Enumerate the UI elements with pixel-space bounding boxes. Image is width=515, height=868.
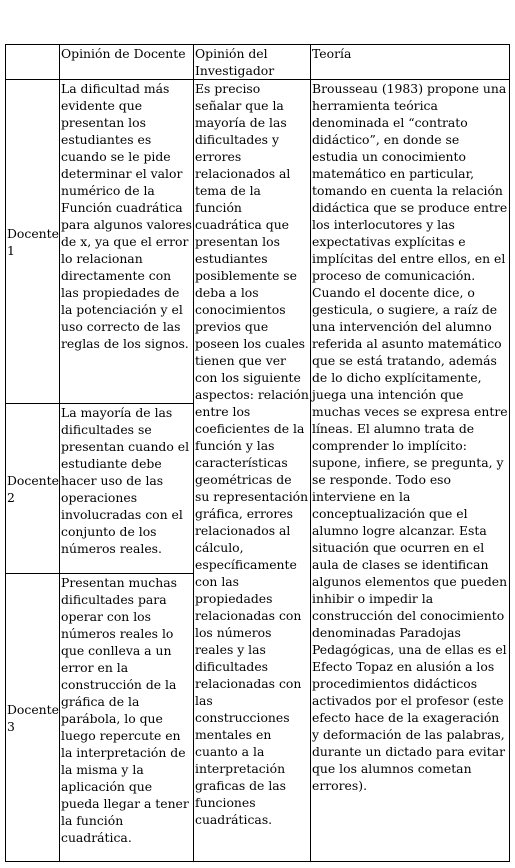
header-opinion-investigador: Opinión del Investigador <box>194 45 311 80</box>
row-label-docente-1: Docente 1 <box>6 80 60 404</box>
header-opinion-docente: Opinión de Docente <box>60 45 194 80</box>
header-empty-cell <box>6 45 60 80</box>
cell-docente-1-opinion: La dificultad más evidente que presentan los estudiantes es cuando se le pide determinar el valor numérico de la Función cuadrática para algunos valores de x, ya que el error lo relacionan directamente con las propiedades de la potenciación y el uso correcto de las reglas de los signos. <box>60 80 194 404</box>
row-label-docente-2: Docente 2 <box>6 404 60 574</box>
cell-docente-3-opinion: Presentan muchas dificultades para operar con los números reales lo que conlleva a un error en la construcción de la gráfica de la parábola, lo que luego repercute en la interpretación de la misma y la aplicación que pueda llegar a tener la función cuadrática. <box>60 574 194 862</box>
header-teoria: Teoría <box>311 45 510 80</box>
header-row <box>6 45 510 80</box>
cell-teoria: Brousseau (1983) propone una herramienta teórica denominada el “contrato didáctico”, en donde se estudia un conocimiento matemático en particular, tomando en cuenta la relación didáctica que se produce entre los interlocutores y las expectativas explícitas e implícitas del entre ellos, en el proceso de comunicación. Cuando el docente dice, o gesticula, o sugiere, a raíz de una intervención del alumno referida al asunto matemático que se está tratando, además de lo dicho explícitamente, juega una intención que muchas veces se expresa entre líneas. El alumno trata de comprender lo implícito: supone, infiere, se pregunta, y se responde. Todo eso interviene en la conceptualización que el alumno logre alcanzar. Esta situación que ocurren en el aula de clases se identifican algunos elementos que pueden inhibir o impedir la construcción del conocimiento denominadas Paradojas Pedagógicas, una de ellas es el Efecto Topaz en alusión a los procedimientos didácticos activados por el profesor (este efecto hace de la exageración y deformación de las palabras, durante un dictado para evitar que los alumnos cometan errores). <box>311 80 510 862</box>
cell-investigador-opinion: Es preciso señalar que la mayoría de las dificultades y errores relacionados al tema de la función cuadrática que presentan los estudiantes posiblemente se deba a los conocimientos previos que poseen los cuales tienen que ver con los siguiente aspectos: relación entre los coeficientes de la función y las características geométricas de su representación gráfica, errores relacionados al cálculo, específicamente con las propiedades relacionadas con los números reales y las dificultades relacionadas con las construcciones mentales en cuanto a la interpretación graficas de las funciones cuadráticas. <box>194 80 311 862</box>
comparison-table <box>5 44 510 862</box>
row-label-docente-3: Docente 3 <box>6 574 60 862</box>
cell-docente-2-opinion: La mayoría de las dificultades se presentan cuando el estudiante debe hacer uso de las operaciones involucradas con el conjunto de los números reales. <box>60 404 194 574</box>
table-row-docente-1 <box>6 80 510 404</box>
